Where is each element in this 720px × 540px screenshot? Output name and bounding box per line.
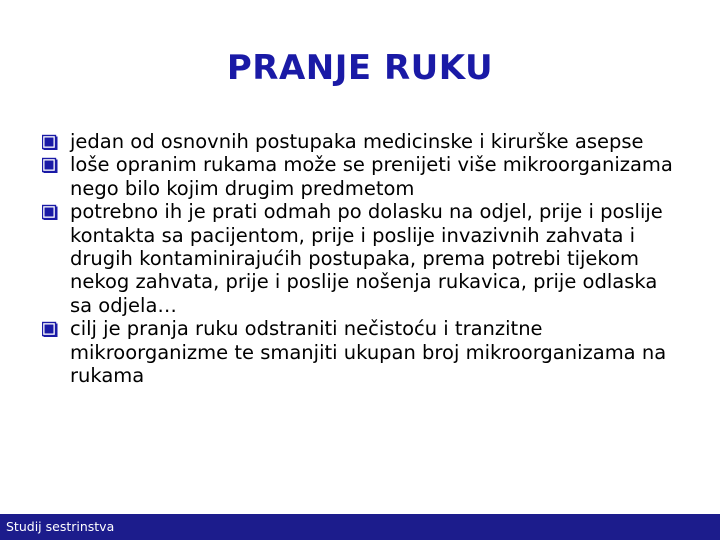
footer-bar: [0, 514, 720, 540]
bullet-text: loše opranim rukama može se prenijeti više mikroorganizama nego bilo kojim drugim predmetom: [70, 153, 673, 200]
bullet-item: [42, 153, 682, 200]
footer-label: Studij sestrinstva: [6, 519, 115, 534]
bullet-text: jedan od osnovnih postupaka medicinske i kirurške asepse: [70, 130, 644, 153]
checkbox-square-icon: [42, 134, 58, 150]
checkbox-square-icon: [42, 157, 58, 173]
bullet-item: [42, 317, 682, 387]
checkbox-square-icon: [42, 204, 58, 220]
bullet-item: [42, 200, 682, 317]
bullet-text: potrebno ih je prati odmah po dolasku na odjel, prije i poslije kontakta sa pacijentom, prije i poslije invazivnih zahvata i drugih kontaminirajućih postupaka, prema potrebi tijekom nekog zahvata, prije i poslije nošenja rukavica, prije odlaska sa odjela…: [70, 200, 663, 317]
slide-title: PRANJE RUKU: [226, 48, 494, 88]
bullet-item: [42, 130, 682, 153]
bullet-list: [42, 130, 682, 387]
checkbox-square-icon: [42, 321, 58, 337]
bullet-text: cilj je pranja ruku odstraniti nečistoću i tranzitne mikroorganizme te smanjiti ukupan broj mikroorganizama na rukama: [70, 317, 667, 388]
